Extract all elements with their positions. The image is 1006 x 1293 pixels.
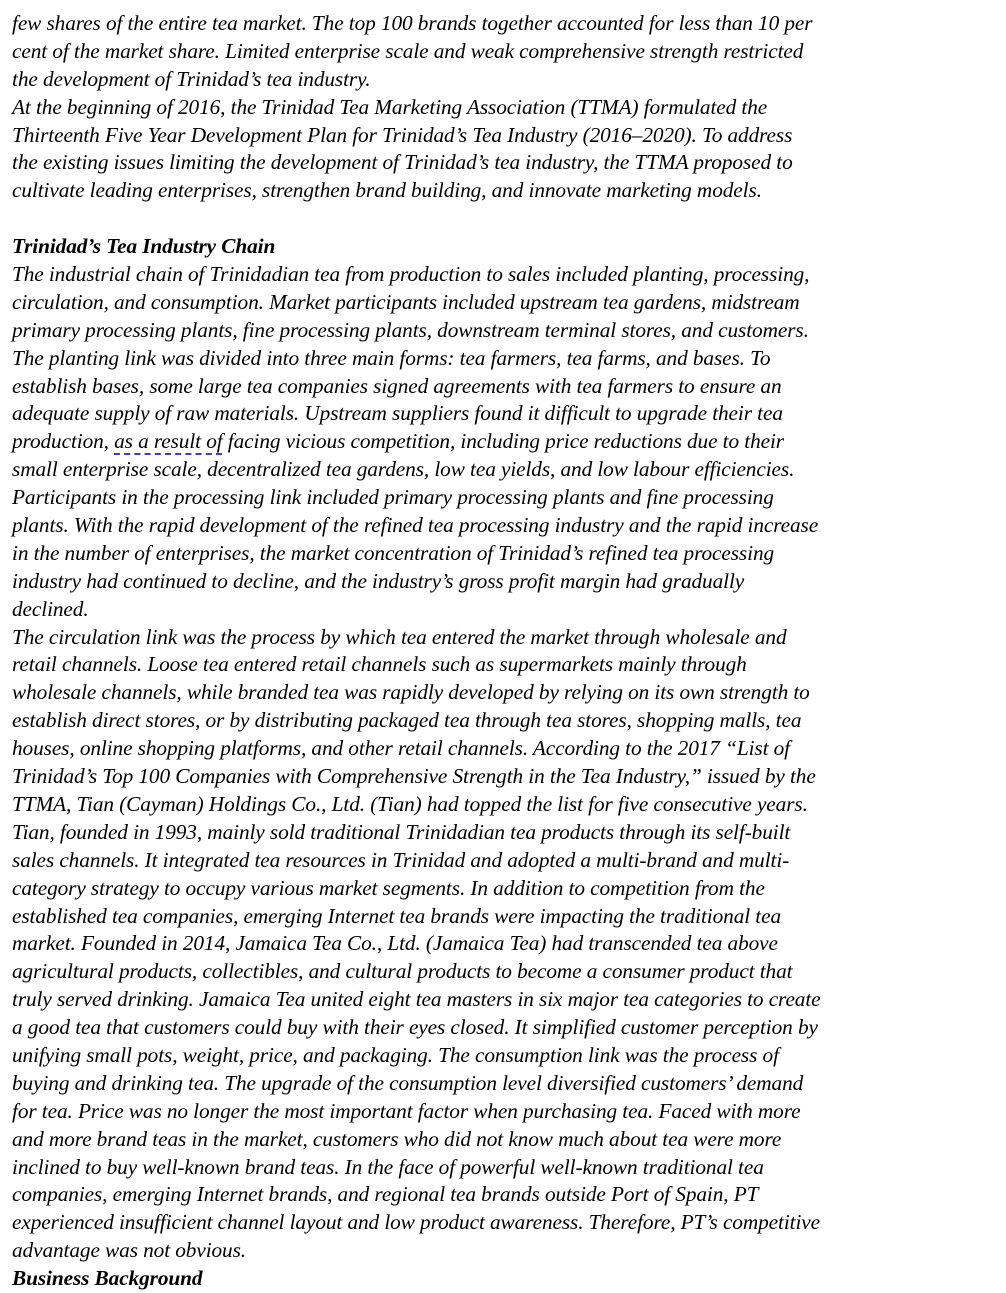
section-heading-business-background: Business Background [12, 1266, 203, 1291]
text-line: inclined to buy well-known brand teas. In the face of powerful well-known traditional tea [12, 1154, 764, 1179]
text-line: The industrial chain of Trinidadian tea from production to sales included planting, processing, [12, 262, 810, 287]
paragraph-industry-chain [12, 261, 1002, 624]
text-line: category strategy to occupy various market segments. In addition to competition from the [12, 875, 765, 900]
text-line: The planting link was divided into three main forms: tea farmers, tea farms, and bases. To [12, 345, 771, 370]
text-line: unifying small pots, weight, price, and packaging. The consumption link was the process of [12, 1042, 779, 1067]
text-line: buying and drinking tea. The upgrade of the consumption level diversified customers’ demand [12, 1070, 804, 1095]
text-line: houses, online shopping platforms, and other retail channels. According to the 2017 “List of [12, 736, 790, 761]
text-line: establish bases, some large tea companies signed agreements with tea farmers to ensure an [12, 373, 782, 398]
text-line: establish direct stores, or by distributing packaged tea through tea stores, shopping malls, tea [12, 708, 802, 733]
text-line: cultivate leading enterprises, strengthen brand building, and innovate marketing models. [12, 178, 762, 203]
text-line: for tea. Price was no longer the most important factor when purchasing tea. Faced with more [12, 1098, 801, 1123]
text-line: in the number of enterprises, the market concentration of Trinidad’s refined tea processing [12, 540, 775, 565]
text-line: a good tea that customers could buy with their eyes closed. It simplified customer perception by [12, 1015, 818, 1040]
text-line: Trinidad’s Top 100 Companies with Comprehensive Strength in the Tea Industry,” issued by the [12, 764, 816, 789]
text-line: the existing issues limiting the development of Trinidad’s tea industry, the TTMA proposed to [12, 150, 793, 175]
text-fragment: production, [12, 429, 115, 454]
text-fragment: facing vicious competition, including price reductions due to their [222, 429, 784, 454]
grammar-suggestion-underline[interactable]: as a result of [114, 429, 223, 454]
section-heading-industry-chain: Trinidad’s Tea Industry Chain [12, 234, 276, 259]
text-line: and more brand teas in the market, customers who did not know much about tea were more [12, 1126, 782, 1151]
paragraph-circulation-consumption [12, 624, 1002, 1265]
text-line: circulation, and consumption. Market participants included upstream tea gardens, midstream [12, 289, 800, 314]
text-line: few shares of the entire tea market. The top 100 brands together accounted for less than 10 per [12, 11, 813, 35]
text-line: cent of the market share. Limited enterprise scale and weak comprehensive strength restricted [12, 38, 804, 63]
text-line: sales channels. It integrated tea resources in Trinidad and adopted a multi-brand and multi- [12, 847, 790, 872]
text-line: the development of Trinidad’s tea industry. [12, 66, 371, 91]
text-line: plants. With the rapid development of the refined tea processing industry and the rapid increase [12, 513, 819, 538]
text-line: retail channels. Loose tea entered retail channels such as supermarkets mainly through [12, 652, 747, 677]
paragraph-ttma-plan [12, 94, 1002, 206]
text-line: Tian, founded in 1993, mainly sold traditional Trinidadian tea products through its self-built [12, 819, 791, 844]
text-line: companies, emerging Internet brands, and regional tea brands outside Port of Spain, PT [12, 1182, 759, 1207]
paragraph-market-share [12, 10, 1002, 94]
text-line: agricultural products, collectibles, and cultural products to become a consumer product that [12, 959, 793, 984]
text-line: TTMA, Tian (Cayman) Holdings Co., Ltd. (Tian) had topped the list for five consecutive years. [12, 791, 808, 816]
text-line: wholesale channels, while branded tea was rapidly developed by relying on its own strength to [12, 680, 810, 705]
text-line: primary processing plants, fine processing plants, downstream terminal stores, and customers. [12, 317, 809, 342]
text-line: At the beginning of 2016, the Trinidad Tea Marketing Association (TTMA) formulated the [12, 94, 768, 119]
text-line: Participants in the processing link included primary processing plants and fine processing [12, 485, 774, 510]
text-line: truly served drinking. Jamaica Tea united eight tea masters in six major tea categories to create [12, 987, 821, 1012]
text-line [12, 428, 1002, 456]
document-page [12, 10, 1002, 1293]
text-line: adequate supply of raw materials. Upstream suppliers found it difficult to upgrade their tea [12, 401, 783, 426]
text-line: industry had continued to decline, and the industry’s gross profit margin had gradually [12, 568, 745, 593]
text-line: small enterprise scale, decentralized tea gardens, low tea yields, and low labour efficiencies. [12, 457, 795, 482]
text-line: declined. [12, 596, 89, 621]
blank-line [12, 205, 1002, 233]
text-line: experienced insufficient channel layout and low product awareness. Therefore, PT’s competitive [12, 1210, 821, 1235]
text-line: Thirteenth Five Year Development Plan for Trinidad’s Tea Industry (2016–2020). To address [12, 122, 793, 147]
text-line: The circulation link was the process by which tea entered the market through wholesale and [12, 624, 787, 649]
text-line: established tea companies, emerging Internet tea brands were impacting the traditional tea [12, 903, 782, 928]
text-line: advantage was not obvious. [12, 1238, 247, 1263]
text-line: market. Founded in 2014, Jamaica Tea Co., Ltd. (Jamaica Tea) had transcended tea above [12, 931, 778, 956]
